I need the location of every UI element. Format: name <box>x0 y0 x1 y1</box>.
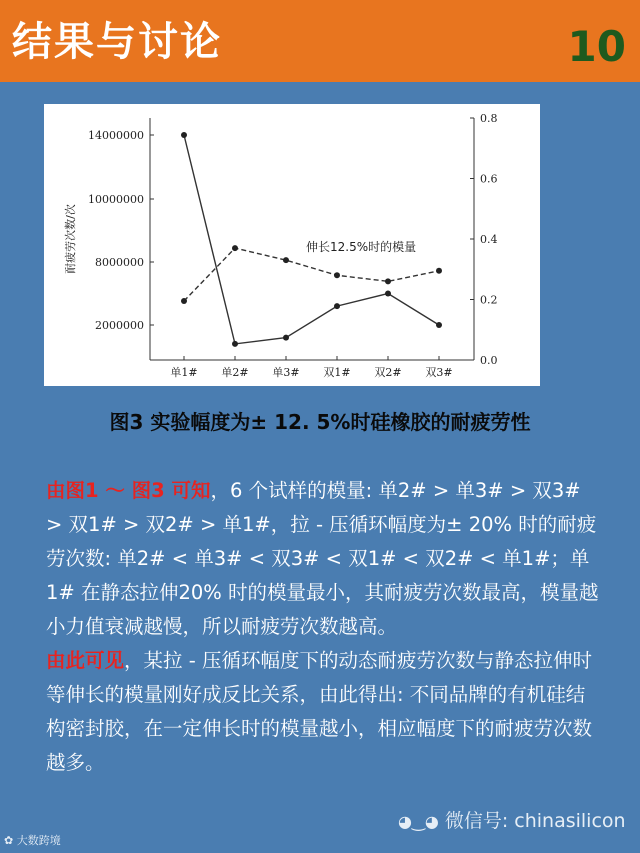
y-tick-label: 8000000 <box>95 256 144 269</box>
series-point-1 <box>385 291 391 297</box>
corner-logo-text: 大数跨境 <box>16 834 61 847</box>
chart-axes <box>150 118 474 360</box>
series-annotation: 伸长12.5%时的模量 <box>306 240 417 254</box>
y2-tick-label: 0.4 <box>480 233 498 246</box>
x-tick-label: 单1# <box>170 366 198 379</box>
y2-tick-label: 0.6 <box>480 172 498 186</box>
paragraph2-text: ，某拉 - 压循环幅度下的动态耐疲劳次数与静态拉伸时等伸长的模量刚好成反比关系，由此得出: 不同品牌的有机硅结构密封胶，在一定伸长时的模量越小，相应幅度下的耐疲劳次数越多。 <box>46 649 593 774</box>
series-point-2 <box>181 298 187 304</box>
series-point-1 <box>436 322 442 328</box>
x-tick-label: 双3# <box>425 366 453 379</box>
paragraph2-highlight: 由此可见 <box>46 649 125 672</box>
deco-bar <box>490 10 510 82</box>
series-point-1 <box>181 132 187 138</box>
fatigue-chart <box>44 104 540 386</box>
body-text <box>46 474 602 780</box>
series-point-2 <box>334 272 340 278</box>
paragraph1-text: ，6 个试样的模量: 单2# > 单3# > 双3# > 双1# > 双2# > 单1#，拉 - 压循环幅度为± 20% 时的耐疲劳次数: 单2# < 单3# < 双3# < 双1# < 双2# < 单1#；单1# 在静态拉伸20% 时的模量最小，其耐疲劳次数最高，模量越小力值衰减越慢，所以耐疲劳次数越高。 <box>46 479 599 638</box>
y-tick-label: 10000000 <box>88 193 144 206</box>
chart-caption: 图3 实验幅度为± 12. 5%时硅橡胶的耐疲劳性 <box>109 410 531 434</box>
x-tick-label: 双2# <box>374 366 402 379</box>
y2-tick-label: 0.0 <box>480 354 498 367</box>
y2-tick-label: 0.2 <box>480 293 498 307</box>
wechat-watermark <box>398 806 626 833</box>
chart-panel <box>44 104 540 386</box>
series-point-2 <box>385 278 391 284</box>
deco-bar <box>522 22 542 82</box>
watermark-text: 微信号: chinasilicon <box>444 810 626 832</box>
page-title: 结果与讨论 <box>12 19 222 65</box>
wechat-icon: ◕‿◕ <box>398 812 439 831</box>
paragraph1-highlight: 由图1 ～ 图3 可知 <box>46 479 211 502</box>
y2-tick-label: 0.8 <box>480 112 498 125</box>
y-axis-label: 耐疲劳次数/次 <box>64 204 77 274</box>
corner-logo <box>4 832 61 848</box>
x-tick-label: 单2# <box>221 366 249 379</box>
page-number: 10 <box>567 22 626 71</box>
chart-ticks <box>88 112 498 379</box>
series-point-1 <box>334 303 340 309</box>
y-tick-label: 2000000 <box>95 319 144 332</box>
series-point-2 <box>283 257 289 263</box>
deco-bar <box>458 12 478 82</box>
series-point-1 <box>283 335 289 341</box>
series-point-2 <box>436 268 442 274</box>
series-point-2 <box>232 245 238 251</box>
series-point-1 <box>232 341 238 347</box>
x-tick-label: 双1# <box>323 366 351 379</box>
x-tick-label: 单3# <box>272 366 300 379</box>
y-tick-label: 14000000 <box>88 129 144 142</box>
logo-icon: ✿ <box>4 834 14 847</box>
